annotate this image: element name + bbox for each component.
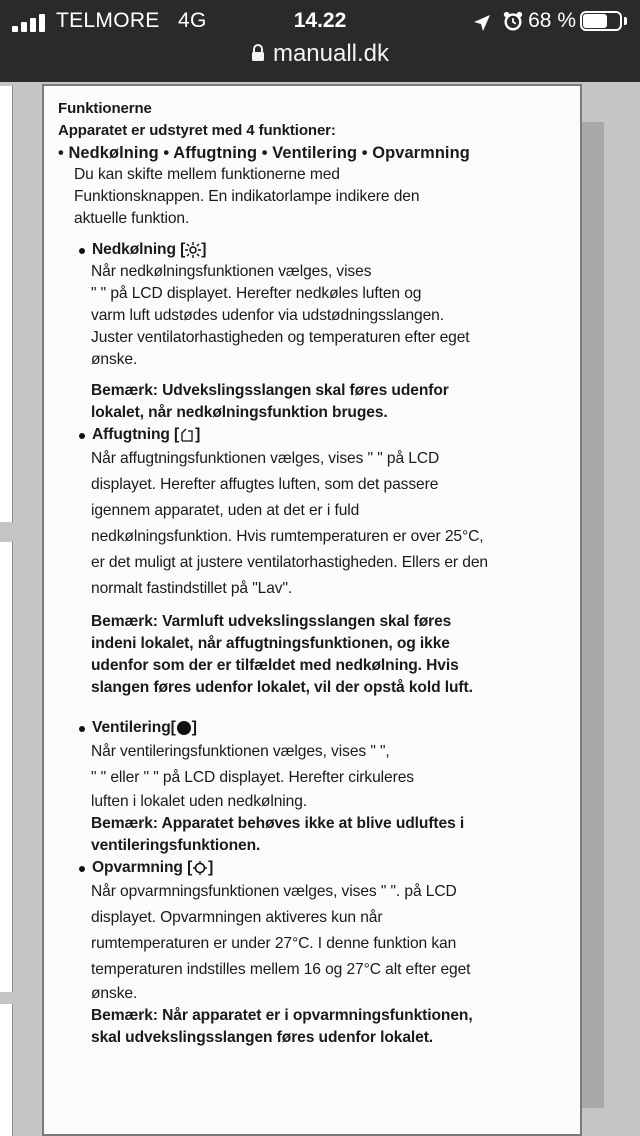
dehumidify-drop-icon [179,427,195,443]
url-host: manuall.dk [272,40,390,67]
section-cooling-title: Nedkølning [ ] [74,239,570,261]
fan-circle-icon [176,720,192,736]
browser-top-bar [0,0,640,82]
section-dehumidify-note: Bemærk: Varmluft udvekslingsslangen skal føres [91,613,452,630]
section-heating-title: Opvarmning [ ] [74,857,570,879]
section-heating-body: Når opvarmningsfunktionen vælges, vises " ". på LCD displayet. Opvarmningen aktiveres kun når rumtemperaturen er under 27°C. I denne funktion kan temperaturen indstilles mellem 16 og 27°C alt efter eget ønske. Bemærk: Når apparatet er i opvarmningsfunktionen, skal udvekslingsslangen føres udenfor lokalet. [58,879,570,1049]
status-time: 14.22 [293,9,347,32]
status-bar [0,6,640,36]
switch-text: Du kan skifte mellem funktionerne med Funktionsknappen. En indikatorlampe indikere den aktuelle funktion. [74,166,420,227]
battery-percent: 68 % [528,9,576,32]
section-cooling-note: Bemærk: Udvekslingsslangen skal føres udenfor [91,382,449,399]
manual-text [58,98,570,1049]
url-bar[interactable] [0,38,640,70]
section-ventilation-title: Ventilering[ ] [74,717,570,739]
section-cooling-body: Når nedkølningsfunktionen vælges, vises " " på LCD displayet. Herefter nedkøles luften og varm luft udstødes udenfor via udstødningsslangen. Juster ventilatorhastigheden og temperaturen efter eget ønske. Bemærk: Udvekslingsslangen skal føres udenfor lokalet, når nedkølningsfunktion bruges. [58,261,570,424]
network-label: 4G [178,9,207,32]
battery-icon [580,11,630,33]
doc-heading: Funktionerne [58,100,152,117]
section-ventilation-body: Når ventileringsfunktionen vælges, vises " ", " " eller " " på LCD displayet. Herefter cirkuleres luften i lokalet uden nedkølning. Bemærk: Apparatet behøves ikke at blive udluftes i ventileringsfunktionen. [58,739,570,857]
adjacent-page-strip [0,542,13,992]
adjacent-page-strip [0,86,13,522]
section-heating-note: Bemærk: Når apparatet er i opvarmningsfunktionen, [91,1007,473,1024]
alarm-clock-icon [502,10,524,32]
adjacent-page-strip [0,1004,13,1136]
cooling-sun-icon [185,242,201,258]
section-ventilation-note: Bemærk: Apparatet behøves ikke at blive udluftes i [91,815,465,832]
lock-icon [251,44,265,62]
functions-list: • Nedkølning • Affugtning • Ventilering • Opvarmning [58,144,470,162]
section-dehumidify-title: Affugtning [ ] [74,424,570,446]
doc-intro: Apparatet er udstyret med 4 funktioner: [58,122,336,139]
manual-page [42,84,582,1136]
carrier-label: TELMORE 4G [56,9,207,32]
heating-sun-icon [192,860,208,876]
location-arrow-icon [472,12,492,34]
section-dehumidify-body: Når affugtningsfunktionen vælges, vises " " på LCD displayet. Herefter affugtes luften, som det passere igennem apparatet, uden at det er i fuld nedkølningsfunktion. Hvis rumtemperaturen er over 25°C, er det muligt at justere ventilatorhastigheden. Ellers er den normalt fastindstillet på "Lav". Bemærk: Varmluft udvekslingsslangen skal føres indeni lokalet, når affugtningsfunktionen, og ikke udenfor som der er tilfældet med nedkølning. Hvis slangen føres udenfor lokalet, vil der opstå kold luft. [58,446,570,699]
